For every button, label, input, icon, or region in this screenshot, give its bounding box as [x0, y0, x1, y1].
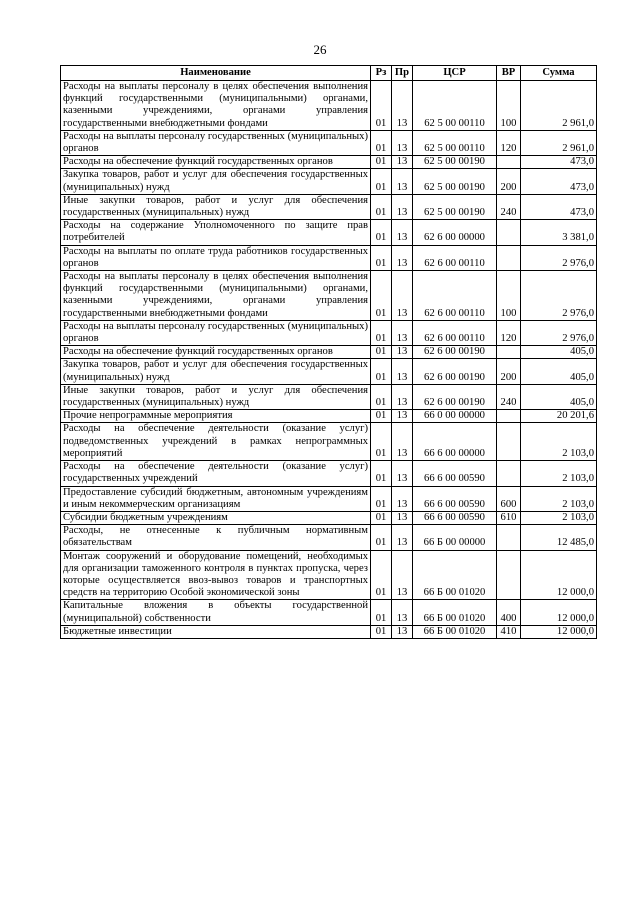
row-csr-cell: 66 Б 00 01020 — [413, 625, 497, 638]
table-row — [61, 271, 597, 321]
row-vr-cell — [497, 550, 521, 600]
row-sum-cell: 2 961,0 — [521, 81, 597, 131]
table-row — [61, 169, 597, 194]
row-pr-cell: 13 — [392, 359, 413, 384]
row-vr-cell: 100 — [497, 81, 521, 131]
row-sum-cell: 405,0 — [521, 359, 597, 384]
row-pr-cell: 13 — [392, 156, 413, 169]
row-name-cell: Расходы на обеспечение функций государственных органов — [61, 346, 371, 359]
row-sum-cell: 2 103,0 — [521, 486, 597, 511]
row-sum-cell: 2 976,0 — [521, 271, 597, 321]
row-csr-cell: 62 6 00 00110 — [413, 320, 497, 345]
row-sum-cell: 2 976,0 — [521, 320, 597, 345]
row-csr-cell: 66 Б 00 01020 — [413, 600, 497, 625]
row-name-cell: Субсидии бюджетным учреждениям — [61, 511, 371, 524]
table-row — [61, 423, 597, 461]
row-name-cell: Капитальные вложения в объекты государственной (муниципальной) собственности — [61, 600, 371, 625]
header-vr: ВР — [497, 66, 521, 81]
row-name-cell: Расходы, не отнесенные к публичным нормативным обязательствам — [61, 525, 371, 550]
row-sum-cell: 2 103,0 — [521, 423, 597, 461]
row-rz-cell: 01 — [371, 486, 392, 511]
row-sum-cell: 405,0 — [521, 346, 597, 359]
row-pr-cell: 13 — [392, 486, 413, 511]
row-pr-cell: 13 — [392, 320, 413, 345]
row-pr-cell: 13 — [392, 220, 413, 245]
row-name-cell: Предоставление субсидий бюджетным, автономным учреждениям и иным некоммерческим организациям — [61, 486, 371, 511]
row-sum-cell: 473,0 — [521, 194, 597, 219]
row-vr-cell: 200 — [497, 359, 521, 384]
row-vr-cell: 600 — [497, 486, 521, 511]
row-sum-cell: 2 961,0 — [521, 130, 597, 155]
row-pr-cell: 13 — [392, 410, 413, 423]
table-row — [61, 550, 597, 600]
row-vr-cell — [497, 220, 521, 245]
row-sum-cell: 12 000,0 — [521, 625, 597, 638]
row-name-cell: Прочие непрограммные мероприятия — [61, 410, 371, 423]
row-sum-cell: 12 000,0 — [521, 600, 597, 625]
row-vr-cell: 200 — [497, 169, 521, 194]
table-row — [61, 461, 597, 486]
row-name-cell: Расходы на выплаты персоналу в целях обеспечения выполнения функций государственными (муниципальными) органами, казенными учреждениями, органами управления государственными внебюджетными фондами — [61, 81, 371, 131]
table-row — [61, 320, 597, 345]
row-sum-cell: 2 103,0 — [521, 461, 597, 486]
row-vr-cell: 100 — [497, 271, 521, 321]
row-pr-cell: 13 — [392, 245, 413, 270]
table-row — [61, 410, 597, 423]
header-csr: ЦСР — [413, 66, 497, 81]
row-rz-cell: 01 — [371, 410, 392, 423]
row-pr-cell: 13 — [392, 346, 413, 359]
row-csr-cell: 62 6 00 00110 — [413, 271, 497, 321]
row-csr-cell: 62 6 00 00190 — [413, 359, 497, 384]
budget-table — [60, 65, 597, 639]
row-vr-cell — [497, 525, 521, 550]
row-rz-cell: 01 — [371, 384, 392, 409]
table-row — [61, 156, 597, 169]
row-csr-cell: 62 6 00 00110 — [413, 245, 497, 270]
row-rz-cell: 01 — [371, 130, 392, 155]
row-rz-cell: 01 — [371, 359, 392, 384]
header-rz: Рз — [371, 66, 392, 81]
row-name-cell: Закупка товаров, работ и услуг для обеспечения государственных (муниципальных) нужд — [61, 359, 371, 384]
row-rz-cell: 01 — [371, 169, 392, 194]
row-sum-cell: 12 000,0 — [521, 550, 597, 600]
row-name-cell: Расходы на выплаты по оплате труда работников государственных органов — [61, 245, 371, 270]
page-number: 26 — [313, 42, 327, 57]
row-rz-cell: 01 — [371, 81, 392, 131]
row-name-cell: Иные закупки товаров, работ и услуг для обеспечения государственных (муниципальных) нужд — [61, 194, 371, 219]
row-rz-cell: 01 — [371, 245, 392, 270]
row-pr-cell: 13 — [392, 271, 413, 321]
row-rz-cell: 01 — [371, 625, 392, 638]
row-sum-cell: 405,0 — [521, 384, 597, 409]
row-pr-cell: 13 — [392, 625, 413, 638]
row-pr-cell: 13 — [392, 169, 413, 194]
table-row — [61, 625, 597, 638]
row-csr-cell: 66 6 00 00590 — [413, 511, 497, 524]
table-row — [61, 384, 597, 409]
row-pr-cell: 13 — [392, 511, 413, 524]
table-row — [61, 81, 597, 131]
row-pr-cell: 13 — [392, 550, 413, 600]
row-vr-cell — [497, 423, 521, 461]
row-pr-cell: 13 — [392, 81, 413, 131]
row-rz-cell: 01 — [371, 550, 392, 600]
row-rz-cell: 01 — [371, 423, 392, 461]
row-sum-cell: 473,0 — [521, 169, 597, 194]
row-csr-cell: 66 6 00 00000 — [413, 423, 497, 461]
row-rz-cell: 01 — [371, 271, 392, 321]
row-vr-cell: 240 — [497, 384, 521, 409]
row-csr-cell: 62 5 00 00190 — [413, 156, 497, 169]
row-name-cell: Бюджетные инвестиции — [61, 625, 371, 638]
row-pr-cell: 13 — [392, 423, 413, 461]
row-name-cell: Закупка товаров, работ и услуг для обеспечения государственных (муниципальных) нужд — [61, 169, 371, 194]
table-row — [61, 359, 597, 384]
row-rz-cell: 01 — [371, 156, 392, 169]
table-row — [61, 130, 597, 155]
row-csr-cell: 66 6 00 00590 — [413, 486, 497, 511]
row-csr-cell: 66 6 00 00590 — [413, 461, 497, 486]
row-pr-cell: 13 — [392, 130, 413, 155]
table-row — [61, 245, 597, 270]
row-sum-cell: 2 976,0 — [521, 245, 597, 270]
table-row — [61, 486, 597, 511]
row-rz-cell: 01 — [371, 346, 392, 359]
row-vr-cell — [497, 346, 521, 359]
row-vr-cell: 610 — [497, 511, 521, 524]
row-rz-cell: 01 — [371, 220, 392, 245]
header-name: Наименование — [61, 66, 371, 81]
row-sum-cell: 473,0 — [521, 156, 597, 169]
row-vr-cell — [497, 410, 521, 423]
row-name-cell: Расходы на выплаты персоналу в целях обеспечения выполнения функций государственными (муниципальными) органами, казенными учреждениями, органами управления государственными внебюджетными фондами — [61, 271, 371, 321]
row-name-cell: Иные закупки товаров, работ и услуг для обеспечения государственных (муниципальных) нужд — [61, 384, 371, 409]
row-vr-cell — [497, 461, 521, 486]
row-csr-cell: 62 6 00 00190 — [413, 346, 497, 359]
row-rz-cell: 01 — [371, 600, 392, 625]
row-csr-cell: 62 5 00 00190 — [413, 169, 497, 194]
row-vr-cell: 120 — [497, 320, 521, 345]
row-sum-cell: 12 485,0 — [521, 525, 597, 550]
header-sum: Сумма — [521, 66, 597, 81]
row-csr-cell: 66 Б 00 01020 — [413, 550, 497, 600]
row-vr-cell: 240 — [497, 194, 521, 219]
row-csr-cell: 62 5 00 00190 — [413, 194, 497, 219]
table-row — [61, 346, 597, 359]
row-pr-cell: 13 — [392, 600, 413, 625]
row-pr-cell: 13 — [392, 525, 413, 550]
row-sum-cell: 20 201,6 — [521, 410, 597, 423]
row-name-cell: Расходы на обеспечение деятельности (оказание услуг) государственных учреждений — [61, 461, 371, 486]
row-name-cell: Расходы на обеспечение деятельности (оказание услуг) подведомственных учреждений в рамках непрограммных мероприятий — [61, 423, 371, 461]
row-rz-cell: 01 — [371, 511, 392, 524]
row-name-cell: Расходы на содержание Уполномоченного по защите прав потребителей — [61, 220, 371, 245]
row-rz-cell: 01 — [371, 461, 392, 486]
table-header-row — [61, 66, 597, 81]
row-vr-cell — [497, 245, 521, 270]
row-name-cell: Монтаж сооружений и оборудование помещений, необходимых для организации таможенного контроля в пунктах пропуска, через которые осуществляется ввоз-вывоз товаров и транспортных средств на территорию Особой экономической зоны — [61, 550, 371, 600]
row-rz-cell: 01 — [371, 194, 392, 219]
table-row — [61, 525, 597, 550]
row-name-cell: Расходы на выплаты персоналу государственных (муниципальных) органов — [61, 320, 371, 345]
row-sum-cell: 2 103,0 — [521, 511, 597, 524]
table-row — [61, 511, 597, 524]
header-pr: Пр — [392, 66, 413, 81]
row-sum-cell: 3 381,0 — [521, 220, 597, 245]
row-name-cell: Расходы на обеспечение функций государственных органов — [61, 156, 371, 169]
row-pr-cell: 13 — [392, 194, 413, 219]
row-csr-cell: 62 6 00 00190 — [413, 384, 497, 409]
row-csr-cell: 62 5 00 00110 — [413, 130, 497, 155]
row-vr-cell: 410 — [497, 625, 521, 638]
row-csr-cell: 62 6 00 00000 — [413, 220, 497, 245]
row-pr-cell: 13 — [392, 461, 413, 486]
table-row — [61, 600, 597, 625]
row-vr-cell: 400 — [497, 600, 521, 625]
table-row — [61, 194, 597, 219]
table-row — [61, 220, 597, 245]
row-vr-cell — [497, 156, 521, 169]
row-name-cell: Расходы на выплаты персоналу государственных (муниципальных) органов — [61, 130, 371, 155]
row-csr-cell: 66 Б 00 00000 — [413, 525, 497, 550]
row-csr-cell: 62 5 00 00110 — [413, 81, 497, 131]
row-csr-cell: 66 0 00 00000 — [413, 410, 497, 423]
row-rz-cell: 01 — [371, 320, 392, 345]
row-pr-cell: 13 — [392, 384, 413, 409]
row-rz-cell: 01 — [371, 525, 392, 550]
row-vr-cell: 120 — [497, 130, 521, 155]
